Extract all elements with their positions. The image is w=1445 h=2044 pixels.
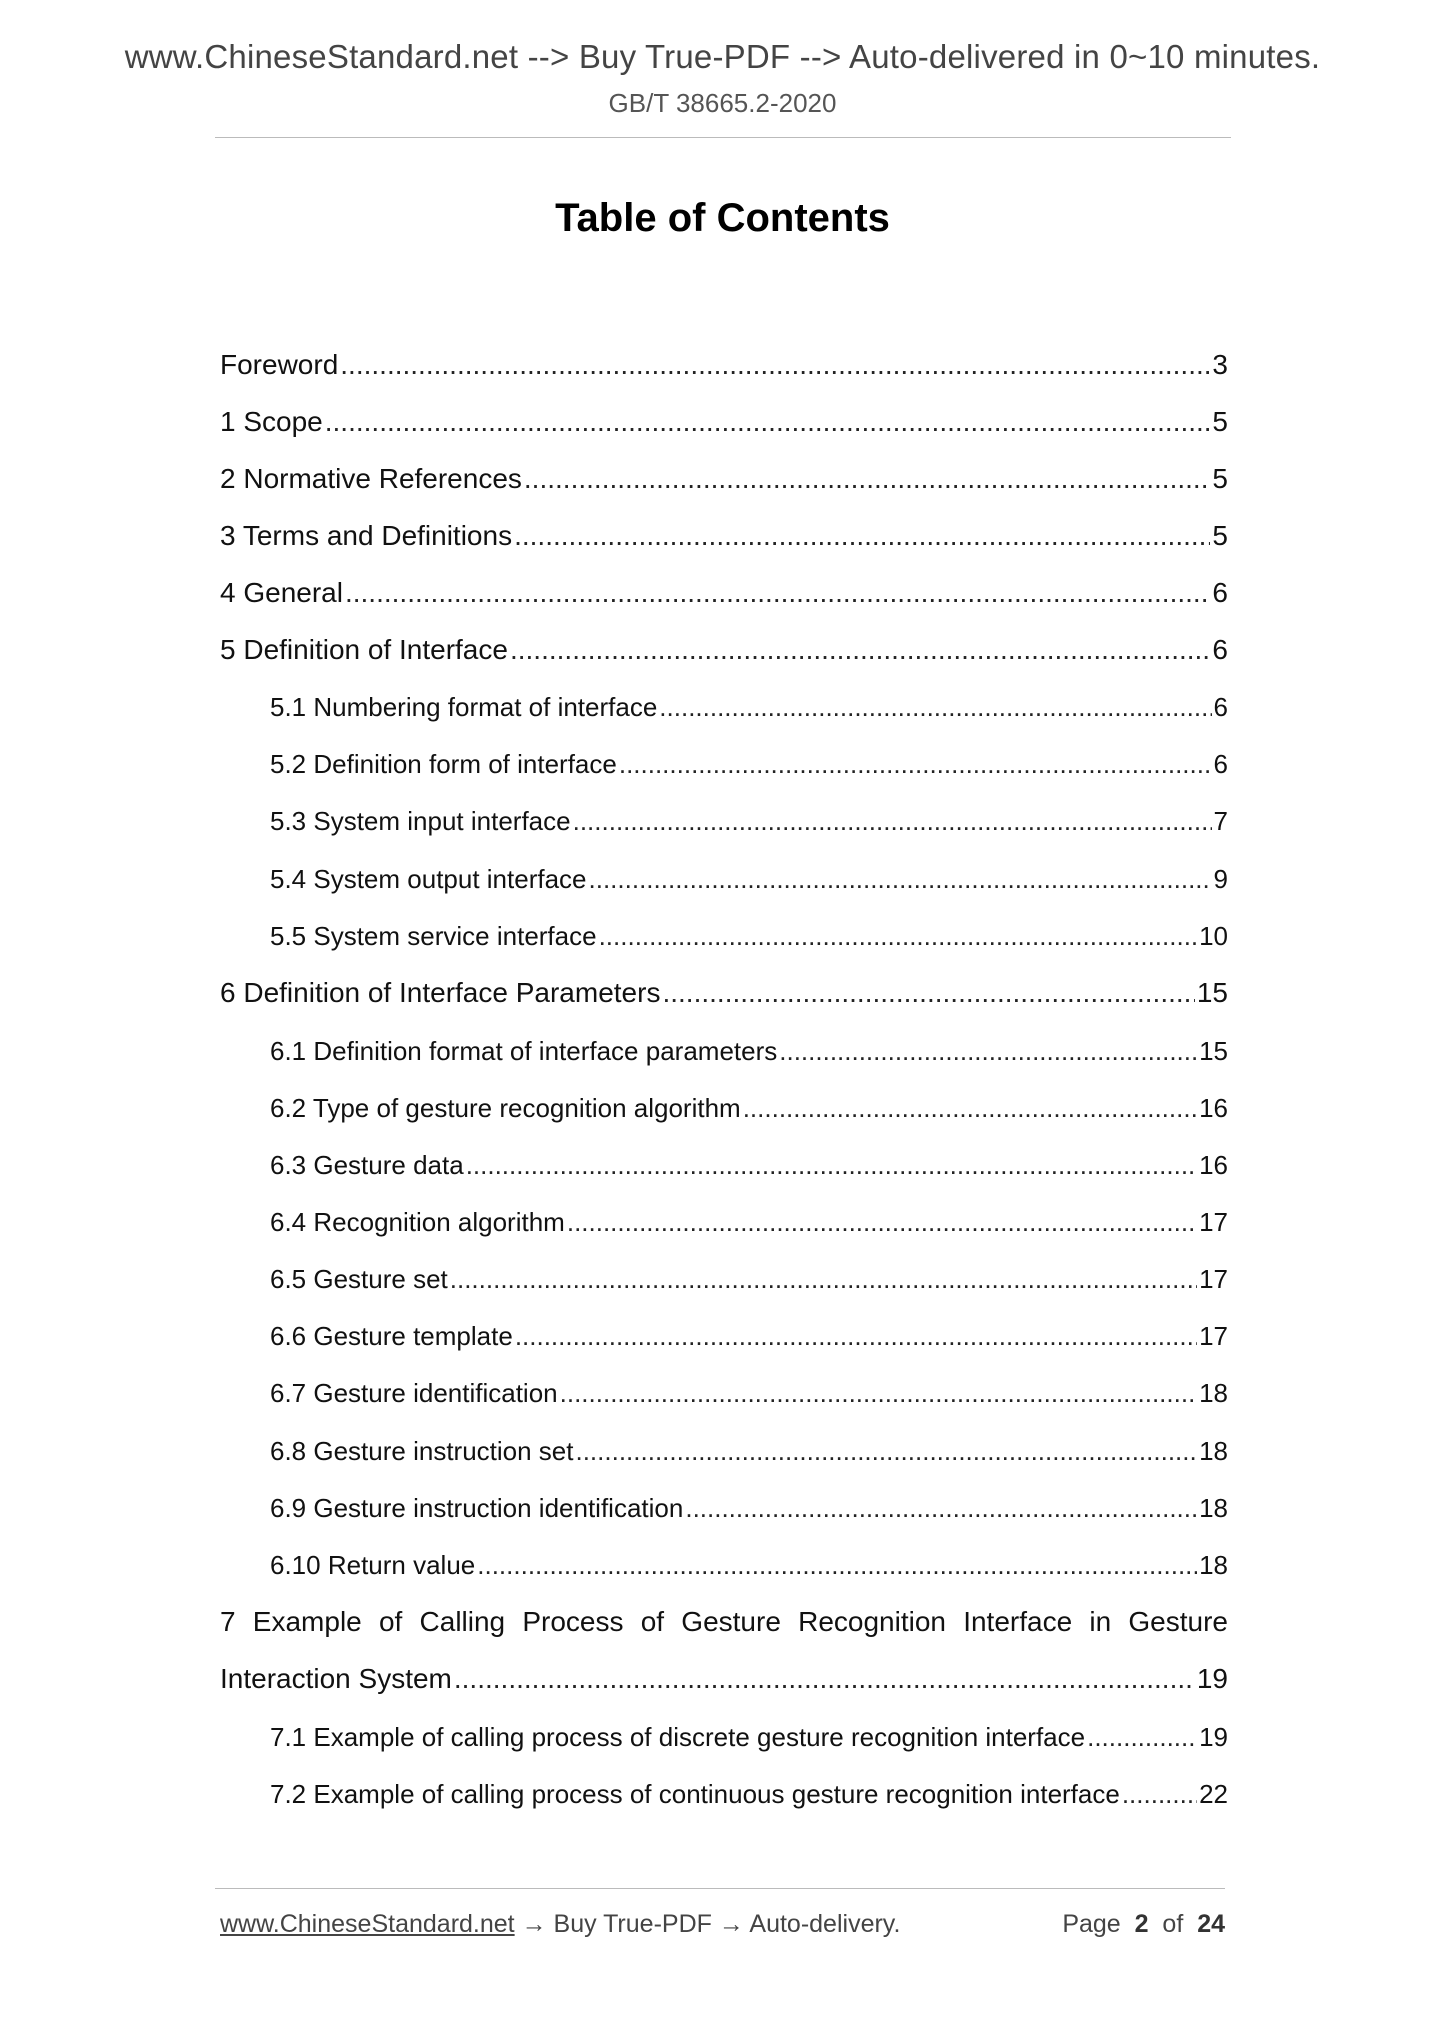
toc-entry-title: 6.4 Recognition algorithm xyxy=(270,1207,565,1237)
toc-entry-title: 6.1 Definition format of interface parameters xyxy=(270,1036,778,1066)
toc-entry-7-1[interactable] xyxy=(270,1722,1228,1753)
toc-leader-dots xyxy=(510,634,1210,666)
toc-entry-normative-references[interactable] xyxy=(220,463,1228,495)
toc-entry-title: 5.2 Definition form of interface xyxy=(270,749,617,779)
toc-entry-page: 17 xyxy=(1199,1264,1228,1294)
toc-entry-title: 6.8 Gesture instruction set xyxy=(270,1436,574,1466)
toc-entry-title: 5.3 System input interface xyxy=(270,806,571,836)
toc-entry-page: 6 xyxy=(1213,692,1228,722)
toc-entry-scope[interactable] xyxy=(220,406,1228,438)
toc-entry-page: 5 xyxy=(1212,520,1228,551)
toc-entry-title: 5.5 System service interface xyxy=(270,921,597,951)
standard-number: GB/T 38665.2-2020 xyxy=(608,88,837,118)
site-banner: www.ChineseStandard.net --> Buy True-PDF --> Auto-delivered in 0~10 minutes. xyxy=(124,38,1321,75)
toc-entry-terms-definitions[interactable] xyxy=(220,520,1228,552)
toc-entry-5-1[interactable] xyxy=(270,692,1228,723)
toc-leader-dots xyxy=(662,977,1194,1009)
toc-entry-6-1[interactable] xyxy=(270,1036,1228,1067)
toc-entry-page: 19 xyxy=(1196,1663,1228,1694)
toc-leader-dots xyxy=(450,1264,1197,1295)
toc-entry-foreword[interactable] xyxy=(220,349,1228,381)
footer-divider xyxy=(215,1888,1225,1889)
toc-entry-6-2[interactable] xyxy=(270,1093,1228,1124)
toc-leader-dots xyxy=(779,1036,1197,1067)
toc-entry-page: 6 xyxy=(1212,634,1228,665)
toc-entry-title: 2 Normative References xyxy=(220,463,522,494)
toc-leader-dots xyxy=(325,406,1211,438)
toc-leader-dots xyxy=(567,1207,1197,1238)
toc-leader-dots xyxy=(514,520,1210,552)
toc-entry-page: 10 xyxy=(1199,921,1228,951)
footer-site-link[interactable]: www.ChineseStandard.net xyxy=(220,1910,515,1938)
page-title: Table of Contents xyxy=(555,196,890,240)
toc-entry-6-10[interactable] xyxy=(270,1550,1228,1581)
toc-entry-page: 7 xyxy=(1213,806,1228,836)
toc-leader-dots xyxy=(573,806,1212,837)
toc-entry-title: 7.1 Example of calling process of discrete gesture recognition interface xyxy=(270,1722,1086,1752)
toc-entry-6-6[interactable] xyxy=(270,1321,1228,1352)
toc-entry-page: 3 xyxy=(1212,349,1228,380)
toc-entry-page: 19 xyxy=(1199,1722,1228,1752)
toc-leader-dots xyxy=(524,463,1211,495)
toc-entry-page: 18 xyxy=(1199,1493,1228,1523)
toc-entry-title: 6.5 Gesture set xyxy=(270,1264,448,1294)
toc-entry-interface-parameters[interactable] xyxy=(220,977,1228,1009)
toc-entry-title: 3 Terms and Definitions xyxy=(220,520,513,551)
toc-entry-title: 5.1 Numbering format of interface xyxy=(270,692,658,722)
toc-entry-page: 15 xyxy=(1196,977,1228,1008)
toc-entry-page: 6 xyxy=(1212,577,1228,608)
toc-entry-title: Foreword xyxy=(220,349,339,380)
toc-leader-dots xyxy=(599,921,1198,952)
toc-entry-title: 4 General xyxy=(220,577,343,608)
toc-entry-7-2[interactable] xyxy=(270,1779,1228,1810)
toc-entry-7-line1[interactable]: 7 Example of Calling Process of Gesture Recognition Interface in Gesture xyxy=(220,1606,1228,1637)
toc-entry-title: 6.9 Gesture instruction identification xyxy=(270,1493,684,1523)
toc-entry-page: 5 xyxy=(1212,463,1228,494)
toc-entry-general[interactable] xyxy=(220,577,1228,609)
toc-entry-title: 6 Definition of Interface Parameters xyxy=(220,977,661,1008)
toc-entry-6-7[interactable] xyxy=(270,1378,1228,1409)
toc-leader-dots xyxy=(743,1093,1197,1124)
toc-entry-6-4[interactable] xyxy=(270,1207,1228,1238)
toc-entry-page: 16 xyxy=(1199,1093,1228,1123)
toc-entry-page: 6 xyxy=(1213,749,1228,779)
toc-entry-page: 15 xyxy=(1199,1036,1228,1066)
page-total: 24 xyxy=(1197,1910,1225,1938)
toc-leader-dots xyxy=(575,1436,1197,1467)
footer-promo xyxy=(220,1910,900,1939)
toc-entry-page: 18 xyxy=(1199,1550,1228,1580)
toc-entry-5-5[interactable] xyxy=(270,921,1228,952)
footer-promo-text: → Buy True-PDF → Auto-delivery. xyxy=(514,1910,901,1938)
toc-entry-page: 22 xyxy=(1199,1779,1228,1809)
toc-entry-title: 5 Definition of Interface xyxy=(220,634,508,665)
page-of: of xyxy=(1162,1910,1184,1938)
toc-leader-dots xyxy=(454,1663,1195,1695)
toc-leader-dots xyxy=(1087,1722,1197,1753)
toc-entry-title: 6.10 Return value xyxy=(270,1550,476,1580)
toc-entry-title: 6.2 Type of gesture recognition algorithm xyxy=(270,1093,741,1123)
toc-entry-title: 6.6 Gesture template xyxy=(270,1321,513,1351)
toc-entry-7[interactable] xyxy=(220,1663,1228,1695)
toc-entry-5-4[interactable] xyxy=(270,864,1228,895)
toc-leader-dots xyxy=(560,1378,1197,1409)
toc-entry-title: 5.4 System output interface xyxy=(270,864,587,894)
toc-entry-5-2[interactable] xyxy=(270,749,1228,780)
toc-entry-title: Interaction System xyxy=(220,1663,452,1694)
toc-entry-page: 17 xyxy=(1199,1207,1228,1237)
toc-entry-title: 6.3 Gesture data xyxy=(270,1150,464,1180)
toc-entry-page: 9 xyxy=(1213,864,1228,894)
toc-entry-title: 6.7 Gesture identification xyxy=(270,1378,558,1408)
toc-entry-page: 18 xyxy=(1199,1378,1228,1408)
toc-leader-dots xyxy=(659,692,1211,723)
toc-entry-definition-of-interface[interactable] xyxy=(220,634,1228,666)
toc-leader-dots xyxy=(477,1550,1197,1581)
page-footer xyxy=(220,1910,1225,1939)
toc-entry-page: 5 xyxy=(1212,406,1228,437)
toc-leader-dots xyxy=(1122,1779,1197,1810)
toc-entry-page: 18 xyxy=(1199,1436,1228,1466)
toc-entry-6-5[interactable] xyxy=(270,1264,1228,1295)
page-indicator xyxy=(1062,1910,1225,1939)
toc-entry-page: 17 xyxy=(1199,1321,1228,1351)
toc-leader-dots xyxy=(589,864,1212,895)
toc-leader-dots xyxy=(685,1493,1197,1524)
toc-leader-dots xyxy=(466,1150,1197,1181)
toc-entry-6-8[interactable] xyxy=(270,1436,1228,1467)
toc-entry-page: 16 xyxy=(1199,1150,1228,1180)
page-current: 2 xyxy=(1134,1910,1149,1938)
toc-leader-dots xyxy=(345,577,1210,609)
toc-entry-title: 7.2 Example of calling process of continuous gesture recognition interface xyxy=(270,1779,1120,1809)
toc-leader-dots xyxy=(340,349,1210,381)
toc-leader-dots xyxy=(619,749,1212,780)
toc-entry-6-9[interactable] xyxy=(270,1493,1228,1524)
page-label: Page xyxy=(1062,1910,1121,1938)
toc-leader-dots xyxy=(515,1321,1197,1352)
toc-entry-5-3[interactable] xyxy=(270,806,1228,837)
toc-entry-title: 1 Scope xyxy=(220,406,323,437)
toc-entry-6-3[interactable] xyxy=(270,1150,1228,1181)
